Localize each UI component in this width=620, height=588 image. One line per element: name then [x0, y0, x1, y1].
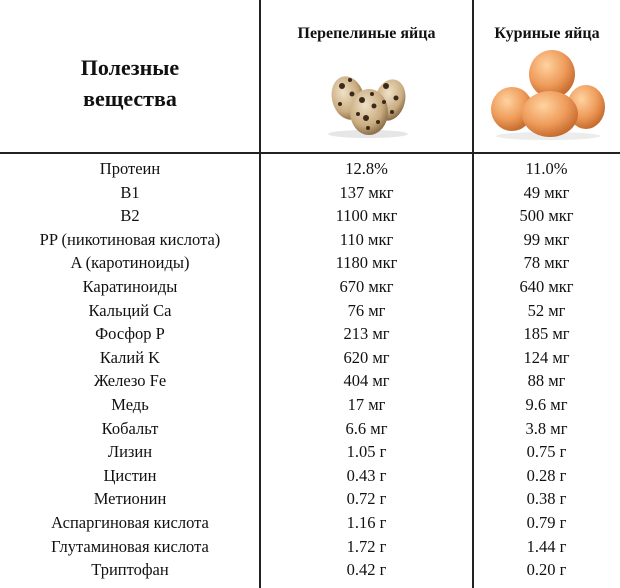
nutrient-name: Фосфор P: [95, 324, 165, 344]
nutrient-name: Протеин: [99, 159, 161, 178]
table-row: [0, 251, 620, 275]
quail-value: 110 мкг: [339, 229, 394, 249]
quail-value: 76 мг: [347, 300, 386, 320]
chicken-value: 3.8 мг: [525, 418, 568, 438]
quail-value: 1100 мкг: [335, 206, 398, 226]
quail-value: 404 мг: [343, 371, 390, 391]
nutrient-name: Кобальт: [101, 418, 159, 438]
chicken-eggs-image: [488, 48, 608, 142]
quail-value: 1.16 г: [346, 512, 387, 532]
quail-value: 0.43 г: [346, 465, 387, 485]
table-row: [0, 181, 620, 205]
table-row: [0, 275, 620, 299]
nutrient-name: A (каротиноиды): [70, 253, 190, 273]
nutrients-title-line2: вещества: [83, 86, 177, 111]
nutrients-title-line1: Полезные: [80, 55, 180, 80]
table-row: [0, 440, 620, 464]
nutrient-name: Метионин: [93, 489, 167, 509]
chicken-value: 185 мг: [523, 324, 570, 344]
quail-value: 0.42 г: [346, 560, 387, 580]
chicken-eggs-header: Куриные яйца: [494, 25, 600, 42]
table-row: [0, 228, 620, 252]
nutrient-name: PP (никотиновая кислота): [39, 229, 221, 249]
table-row: [0, 511, 620, 535]
nutrients-column-title: [0, 52, 260, 114]
quail-value: 17 мг: [347, 394, 386, 414]
quail-value: 137 мкг: [339, 182, 394, 202]
quail-value: 6.6 мг: [345, 418, 388, 438]
chicken-value: 11.0%: [525, 159, 568, 178]
chicken-value: 1.44 г: [526, 536, 567, 556]
nutrient-name: Железо Fe: [93, 371, 167, 391]
chicken-value: 0.75 г: [526, 442, 567, 462]
chicken-value: 0.79 г: [526, 512, 567, 532]
nutrient-name: Калий K: [99, 347, 161, 367]
nutrient-name: Аспаргиновая кислота: [51, 512, 209, 532]
chicken-value: 52 мг: [527, 300, 566, 320]
table-row: [0, 464, 620, 488]
chicken-value: 0.38 г: [526, 489, 567, 509]
table-row: [0, 393, 620, 417]
nutrient-name: Глутаминовая кислота: [51, 536, 209, 556]
nutrient-name: Лизин: [107, 442, 153, 462]
chicken-value: 9.6 мг: [525, 394, 568, 414]
table-row: [0, 487, 620, 511]
nutrient-name: B1: [120, 182, 140, 202]
quail-eggs-image: [322, 68, 414, 140]
table-row: [0, 535, 620, 559]
quail-value: 670 мкг: [339, 276, 394, 296]
chicken-value: 124 мг: [523, 347, 570, 367]
table-row: [0, 346, 620, 370]
chicken-value: 88 мг: [527, 371, 566, 391]
table-row: [0, 558, 620, 582]
nutrient-name: Триптофан: [91, 560, 169, 580]
nutrient-name: Каратиноиды: [82, 276, 178, 296]
quail-eggs-header: Перепелиные яйца: [297, 25, 436, 42]
nutrient-name: Медь: [111, 394, 149, 414]
chicken-value: 49 мкг: [523, 182, 570, 202]
quail-value: 1180 мкг: [335, 253, 398, 273]
chicken-value: 640 мкг: [519, 276, 574, 296]
quail-value: 213 мг: [343, 324, 390, 344]
chicken-value: 0.20 г: [526, 560, 567, 580]
header-divider: [0, 152, 620, 154]
nutrient-table: [0, 157, 620, 582]
quail-value: 1.72 г: [346, 536, 387, 556]
chicken-value: 0.28 г: [526, 465, 567, 485]
quail-value: 12.8%: [345, 159, 388, 178]
table-row: [0, 204, 620, 228]
table-row: [0, 322, 620, 346]
quail-value: 620 мг: [343, 347, 390, 367]
nutrient-name: Кальций Ca: [88, 300, 172, 320]
nutrient-name: B2: [120, 206, 140, 226]
nutrient-name: Цистин: [103, 465, 157, 485]
table-row: [0, 417, 620, 441]
quail-value: 1.05 г: [346, 442, 387, 462]
chicken-value: 99 мкг: [523, 229, 570, 249]
table-row: [0, 369, 620, 393]
chicken-value: 500 мкг: [519, 206, 574, 226]
chicken-value: 78 мкг: [523, 253, 570, 273]
table-row: [0, 299, 620, 323]
quail-value: 0.72 г: [346, 489, 387, 509]
table-row: [0, 157, 620, 181]
